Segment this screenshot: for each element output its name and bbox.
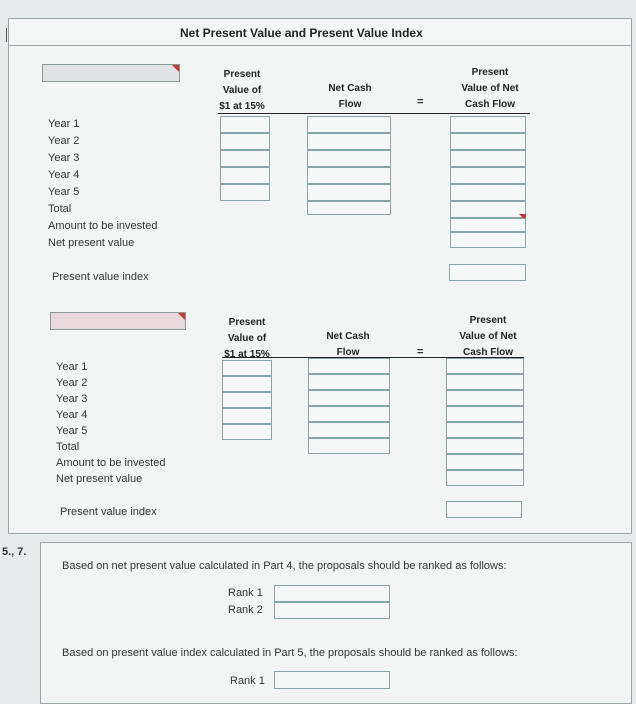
- row-label: Year 3: [56, 393, 88, 405]
- rank-1-label: Rank 1: [228, 587, 263, 599]
- proposal-select-1[interactable]: [42, 64, 180, 82]
- row-label: Year 2: [56, 377, 88, 389]
- pv-net-total-input[interactable]: [446, 438, 524, 454]
- header-rule-1: [218, 113, 530, 114]
- proposal-select-2[interactable]: [50, 312, 186, 330]
- pv-factor-input[interactable]: [222, 408, 272, 424]
- row-label: Net present value: [56, 473, 143, 485]
- pv-net-input[interactable]: [446, 390, 524, 406]
- pv-net-input[interactable]: [450, 184, 526, 201]
- row-label: Total: [48, 203, 72, 215]
- npv-ranking-sentence: Based on net present value calculated in Part 4, the proposals should be ranked as follows:: [62, 560, 507, 572]
- net-cash-input[interactable]: [308, 406, 390, 422]
- net-cash-input[interactable]: [308, 374, 390, 390]
- rank-2-select[interactable]: [274, 602, 390, 619]
- dropdown-marker-icon: [178, 313, 185, 320]
- row-label: Year 3: [48, 152, 80, 164]
- pv-factor-input[interactable]: [220, 116, 270, 133]
- panel-title: Net Present Value and Present Value Index: [180, 26, 423, 40]
- row-label: Amount to be invested: [56, 457, 166, 469]
- pv-net-input[interactable]: [446, 422, 524, 438]
- rank-2-label: Rank 2: [228, 604, 263, 616]
- row-label: Year 2: [48, 135, 80, 147]
- left-edge-marker: [0, 28, 7, 42]
- pv-factor-header-1: Present Value of $1 at 15%: [219, 69, 265, 112]
- pv-factor-input[interactable]: [220, 184, 270, 201]
- step-label: 5., 7.: [2, 546, 27, 558]
- rank-1-label-b: Rank 1: [230, 675, 265, 687]
- pv-factor-input[interactable]: [222, 376, 272, 392]
- pv-net-input[interactable]: [450, 150, 526, 167]
- pv-factor-input[interactable]: [222, 392, 272, 408]
- row-label: Year 4: [48, 169, 80, 181]
- pv-index-label-2: Present value index: [60, 506, 157, 518]
- pv-net-input[interactable]: [446, 406, 524, 422]
- net-cash-input[interactable]: [307, 116, 391, 133]
- pv-index-input[interactable]: [449, 264, 526, 281]
- pv-net-input[interactable]: [450, 167, 526, 184]
- net-cash-input[interactable]: [308, 358, 390, 374]
- amount-invested-input[interactable]: [450, 218, 526, 232]
- row-labels-2: [56, 359, 165, 487]
- row-label: Year 1: [56, 361, 88, 373]
- rank-1-select-b[interactable]: [274, 671, 390, 689]
- dropdown-marker-icon: [172, 65, 179, 72]
- pv-net-header-1: Present Value of Net Cash Flow: [461, 67, 519, 110]
- pv-factor-input[interactable]: [222, 424, 272, 440]
- net-cash-input[interactable]: [308, 422, 390, 438]
- row-label: Amount to be invested: [48, 220, 158, 232]
- pv-factor-header-2: Present Value of $1 at 15%: [224, 317, 270, 360]
- amount-invested-input[interactable]: [446, 454, 524, 470]
- row-label: Year 4: [56, 409, 88, 421]
- pv-factor-input[interactable]: [220, 150, 270, 167]
- npv-input[interactable]: [450, 232, 526, 248]
- net-cash-input[interactable]: [307, 133, 391, 150]
- rank-1-select[interactable]: [274, 585, 390, 602]
- npv-input[interactable]: [446, 470, 524, 486]
- pv-net-input[interactable]: [450, 133, 526, 150]
- pv-net-input[interactable]: [446, 358, 524, 374]
- row-label: Year 5: [48, 186, 80, 198]
- net-cash-input[interactable]: [307, 167, 391, 184]
- pv-factor-input[interactable]: [220, 133, 270, 150]
- row-label: Year 1: [48, 118, 80, 130]
- pvi-ranking-sentence: Based on present value index calculated in Part 5, the proposals should be ranked as follows:: [62, 647, 518, 659]
- pv-net-input[interactable]: [450, 116, 526, 133]
- pv-index-input[interactable]: [446, 501, 522, 518]
- row-labels-1: [48, 116, 157, 252]
- net-cash-input[interactable]: [307, 150, 391, 167]
- equals-sign-2: =: [417, 346, 424, 358]
- net-cash-input[interactable]: [308, 390, 390, 406]
- row-label: Net present value: [48, 237, 135, 249]
- net-cash-total-input[interactable]: [308, 438, 390, 454]
- pv-factor-input[interactable]: [220, 167, 270, 184]
- pv-net-total-input[interactable]: [450, 201, 526, 218]
- equals-sign-1: =: [417, 96, 424, 108]
- pv-index-label-1: Present value index: [52, 271, 149, 283]
- net-cash-total-input[interactable]: [307, 201, 391, 215]
- net-cash-header-2: Net Cash Flow: [326, 331, 370, 358]
- net-cash-input[interactable]: [307, 184, 391, 201]
- pv-factor-input[interactable]: [222, 360, 272, 376]
- pv-net-header-2: Present Value of Net Cash Flow: [459, 315, 517, 358]
- net-cash-header-1: Net Cash Flow: [328, 83, 372, 110]
- pv-net-input[interactable]: [446, 374, 524, 390]
- row-label: Total: [56, 441, 80, 453]
- row-label: Year 5: [56, 425, 88, 437]
